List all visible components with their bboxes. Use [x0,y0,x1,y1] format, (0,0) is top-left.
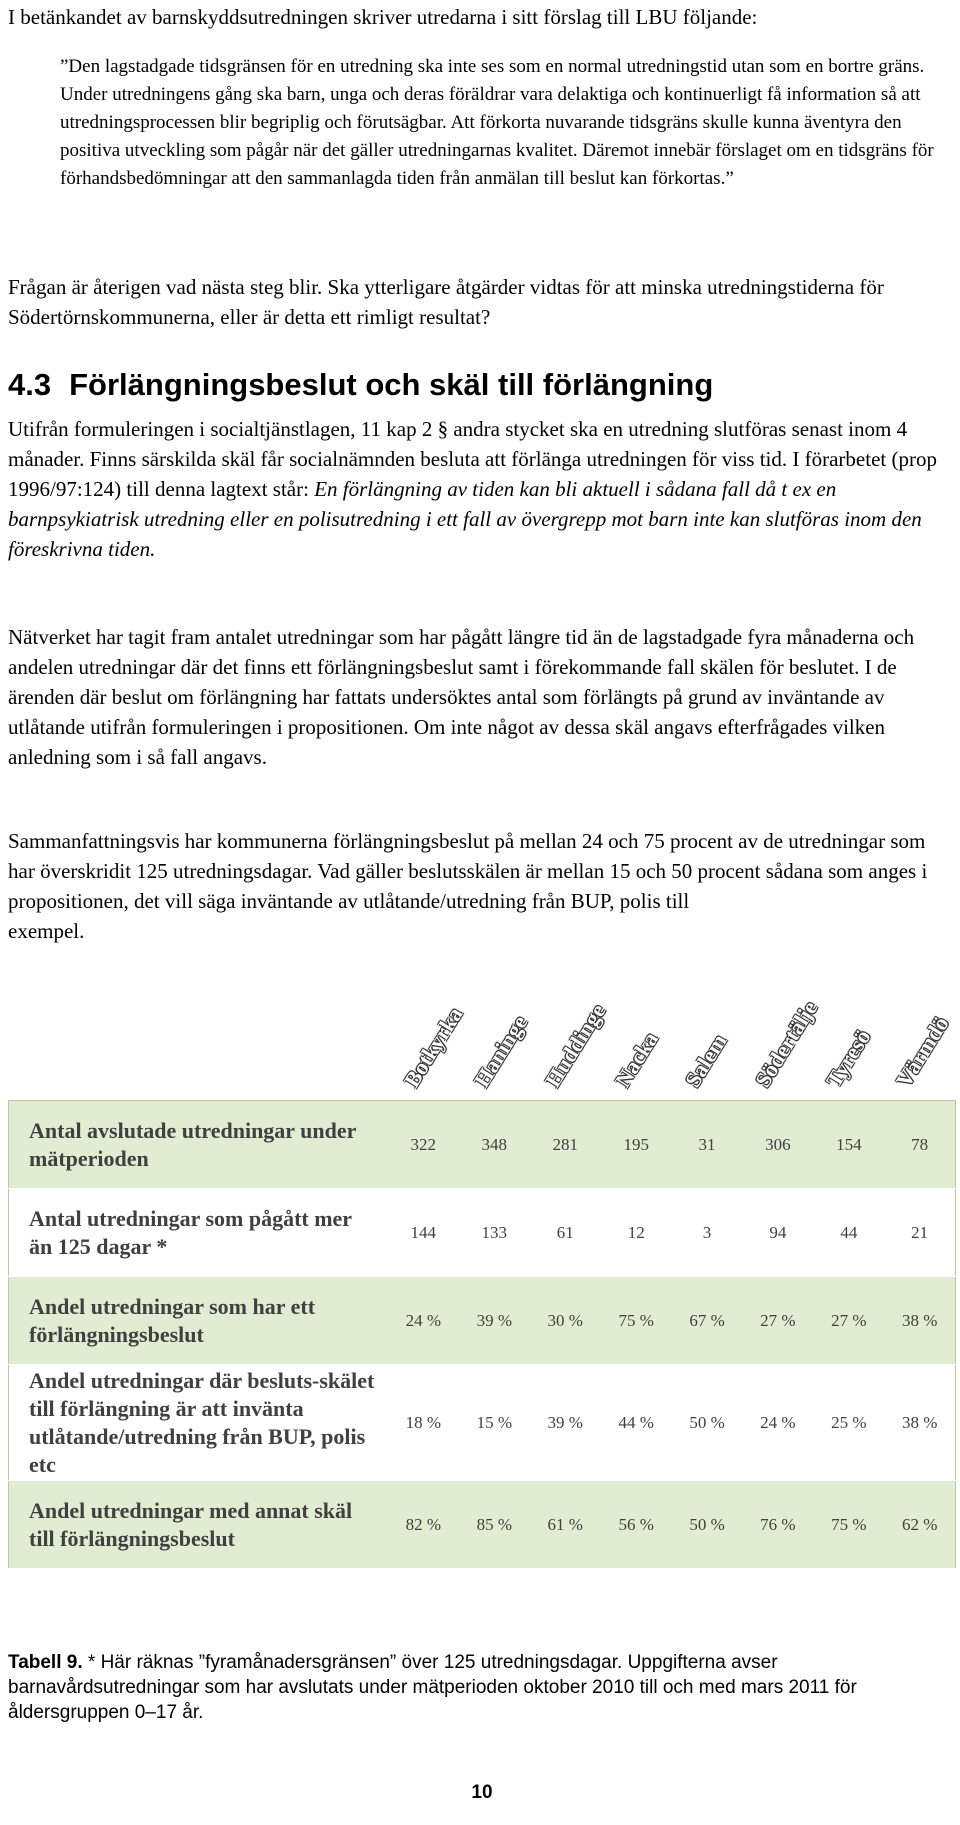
table-cell: 56 % [601,1481,672,1569]
table-cell: 50 % [672,1481,743,1569]
table-cell: 75 % [601,1277,672,1365]
table-cell: 44 [813,1189,884,1277]
row-label: Antal utredningar som pågått mer än 125 dagar * [9,1189,388,1277]
column-header: Huddinge [539,999,611,1092]
table-cell: 75 % [813,1481,884,1569]
law-text: Utifrån formuleringen i socialtjänstlagen, 11 kap 2 § andra stycket ska en utredning slutföras senast inom 4 månader. Finns särskilda skäl får socialnämnden besluta att förlänga utredningen för viss tid. I förarbetet (prop 1996/97:124) till denna lagtext står: [8,417,937,501]
table-cell: 24 % [742,1365,813,1481]
table-row [9,1101,956,1189]
table-cell: 133 [459,1189,530,1277]
table-cell: 27 % [813,1277,884,1365]
table-cell: 61 [530,1189,601,1277]
table-cell: 31 [672,1101,743,1189]
section-paragraph-2: Nätverket har tagit fram antalet utredningar som har pågått längre tid än de lagstadgade fyra månaderna och andelen utredningar där det finns ett förlängningsbeslut samt i förekommande fall skälen för beslutet. I de ärenden där beslut om förlängning har fattats undersöktes antal som förlängts på grund av inväntande av utlåtande utifrån formuleringen i propositionen. Om inte något av dessa skäl angavs efterfrågades vilken anledning som i så fall angavs. [8,625,915,769]
table-cell: 348 [459,1101,530,1189]
row-label: Andel utredningar med annat skäl till förlängningsbeslut [9,1481,388,1569]
column-header: Botkyrka [399,1002,468,1092]
table-cell: 281 [530,1101,601,1189]
table-cell: 78 [884,1101,955,1189]
table-cell: 306 [742,1101,813,1189]
table-cell: 61 % [530,1481,601,1569]
table-cell: 76 % [742,1481,813,1569]
quoted-prop-text: En förlängning av tiden kan bli aktuell i sådana fall då t ex en barnpsykiatrisk utredning eller en polisutredning i ett fall av övergrepp mot barn inte kan slutföras inom den föreskrivna tiden. [8,477,922,561]
table-cell: 62 % [884,1481,955,1569]
table-cell: 12 [601,1189,672,1277]
table-cell: 154 [813,1101,884,1189]
table-cell: 27 % [742,1277,813,1365]
table-cell: 18 % [388,1365,459,1481]
table-cell: 25 % [813,1365,884,1481]
section-heading [8,365,713,405]
statistics-table [8,985,956,1590]
table-cell: 94 [742,1189,813,1277]
column-header: Salem [680,1029,732,1092]
column-header: Nacka [609,1027,663,1092]
table-cell: 39 % [459,1277,530,1365]
section-title: Förlängningsbeslut och skäl till förlängning [69,367,714,402]
table-cell: 30 % [530,1277,601,1365]
table-cell: 44 % [601,1365,672,1481]
data-table [8,1100,956,1569]
block-quote: ”Den lagstadgade tidsgränsen för en utredning ska inte ses som en normal utredningstid utan som en bortre gräns. Under utredningens gång ska barn, unga och deras föräldrar vara delaktiga och kontinuerligt få information så att utredningsprocessen blir begriplig och förutsägbar. Att förkorta nuvarande tidsgräns skulle kunna äventyra den positiva utveckling som pågår när det gäller utredningarnas kvalitet. Däremot innebär förslaget om en tidsgräns för förhandsbedömningar att den sammanlagda tiden från anmälan till beslut kan förkortas.” [60,56,934,189]
column-header: Haninge [469,1010,533,1092]
row-label: Andel utredningar som har ett förlängningsbeslut [9,1277,388,1365]
table-column-headers [8,985,956,1100]
summary-text-end: exempel. [8,919,85,943]
summary-text: Sammanfattningsvis har kommunerna förlängningsbeslut på mellan 24 och 75 procent av de utredningar som har överskridit 125 utredningsdagar. Vad gäller beslutsskälen är mellan 15 och 50 procent sådana som anges i propositionen, det vill säga inväntande av utlåtande/utredning från BUP, polis till [8,829,928,913]
table-cell: 39 % [530,1365,601,1481]
row-label: Antal avslutade utredningar under mätperioden [9,1101,388,1189]
table-cell: 85 % [459,1481,530,1569]
table-cell: 67 % [672,1277,743,1365]
caption-text: * Här räknas ”fyramånadersgränsen” över 125 utredningsdagar. Uppgifterna avser barnavårdsutredningar som har avslutats under mätperioden oktober 2010 till och med mars 2011 för åldersgruppen 0–17 år. [8,1652,857,1723]
table-cell: 3 [672,1189,743,1277]
intro-paragraph: I betänkandet av barnskyddsutredningen skriver utredarna i sitt förslag till LBU följande: [8,5,758,29]
table-cell: 322 [388,1101,459,1189]
table-cell: 38 % [884,1277,955,1365]
section-paragraph-3 [8,826,953,946]
table-cell: 38 % [884,1365,955,1481]
table-cell: 50 % [672,1365,743,1481]
table-caption [8,1650,956,1725]
table-cell: 195 [601,1101,672,1189]
column-header: Värmdö [890,1011,954,1092]
caption-label: Tabell 9. [8,1652,83,1673]
column-header: Tyresö [820,1025,876,1092]
page-number: 10 [471,1782,493,1803]
question-paragraph: Frågan är återigen vad nästa steg blir. Ska ytterligare åtgärder vidtas för att minska utredningstiderna för Södertörnskommunerna, eller är detta ett rimligt resultat? [8,275,884,329]
row-label: Andel utredningar där besluts-skälet till förlängning är att invänta utlåtande/utredning från BUP, polis etc [9,1365,388,1481]
section-number: 4.3 [8,367,52,402]
table-cell: 21 [884,1189,955,1277]
table-row [9,1189,956,1277]
table-cell: 24 % [388,1277,459,1365]
table-cell: 82 % [388,1481,459,1569]
section-paragraph-1 [8,414,953,564]
table-cell: 15 % [459,1365,530,1481]
table-cell: 144 [388,1189,459,1277]
column-header: Södertälje [750,996,823,1092]
table-row [9,1277,956,1365]
table-row [9,1365,956,1481]
table-row [9,1481,956,1569]
